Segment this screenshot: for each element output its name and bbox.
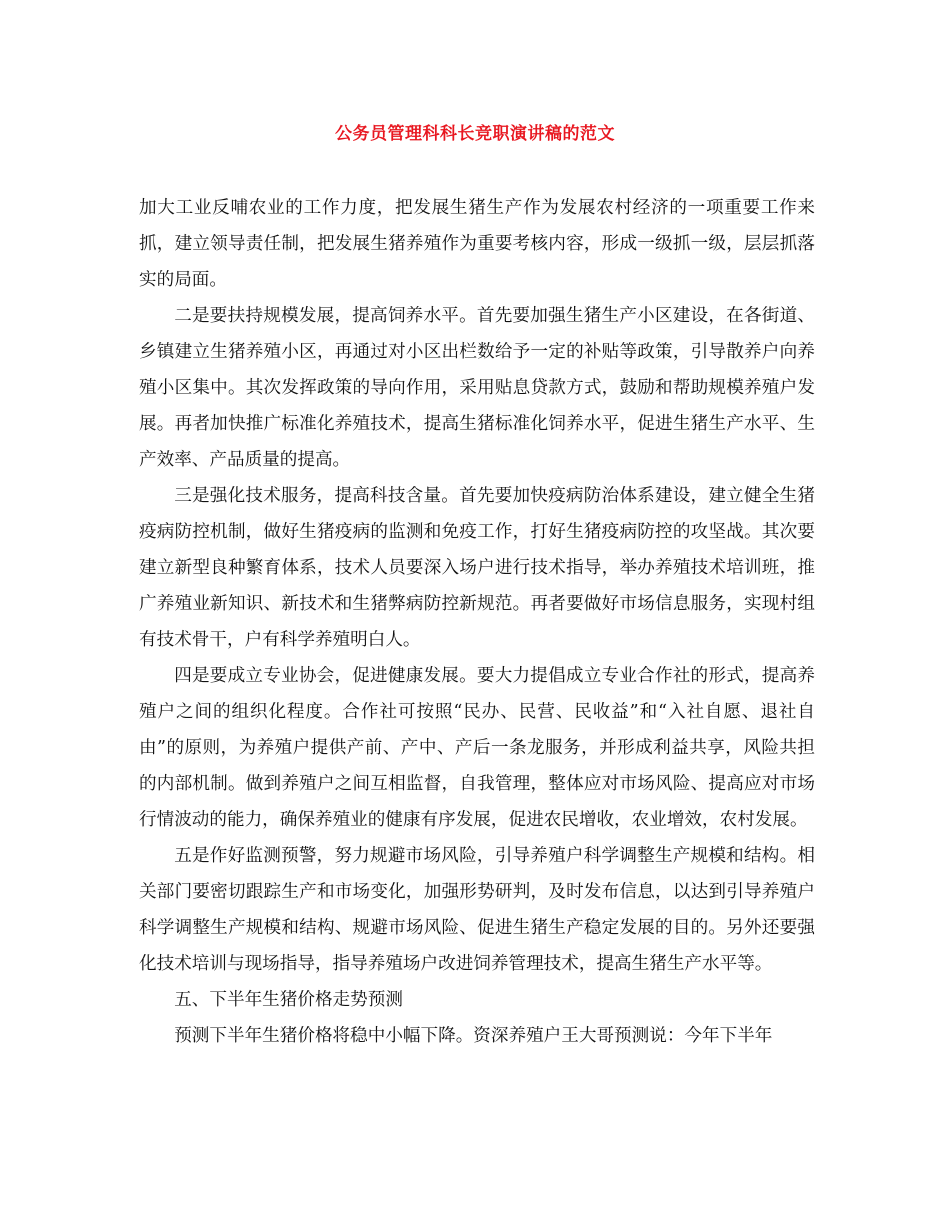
paragraph-4: 四是要成立专业协会，促进健康发展。要大力提倡成立专业合作社的形式，提高养殖户之间的组织化程度。合作社可按照“民办、民营、民收益”和“入社自愿、退社自由”的原则，为养殖户提供产前、产中、产后一条龙服务，并形成利益共享，风险共担的内部机制。做到养殖户之间互相监督，自我管理，整体应对市场风险、提高应对市场行情波动的能力，确保养殖业的健康有序发展，促进农民增收，农业增效，农村发展。	[139, 666, 815, 830]
section-heading: 五、下半年生猪价格走势预测	[174, 990, 403, 1010]
paragraph-3: 三是强化技术服务，提高科技含量。首先要加快疫病防治体系建设，建立健全生猪疫病防控机制，做好生猪疫病的监测和免疫工作，打好生猪疫病防控的攻坚战。其次要建立新型良种繁育体系，技术人员要深入场户进行技术指导，举办养殖技术培训班，推广养殖业新知识、新技术和生猪弊病防控新规范。再者要做好市场信息服务，实现村组有技术骨干，户有科学养殖明白人。	[139, 486, 815, 650]
paragraph-5: 五是作好监测预警，努力规避市场风险，引导养殖户科学调整生产规模和结构。相关部门要密切跟踪生产和市场变化，加强形势研判，及时发布信息，以达到引导养殖户科学调整生产规模和结构、规避市场风险、促进生猪生产稳定发展的目的。另外还要强化技术培训与现场指导，指导养殖场户改进饲养管理技术，提高生猪生产水平等。	[139, 846, 815, 974]
paragraph-2: 二是要扶持规模发展，提高饲养水平。首先要加强生猪生产小区建设，在各街道、乡镇建立生猪养殖小区，再通过对小区出栏数给予一定的补贴等政策，引导散养户向养殖小区集中。其次发挥政策的导向作用，采用贴息贷款方式，鼓励和帮助规模养殖户发展。再者加快推广标准化养殖技术，提高生猪标准化饲养水平，促进生猪生产水平、生产效率、产品质量的提高。	[139, 306, 815, 470]
paragraph-1: 加大工业反哺农业的工作力度，把发展生猪生产作为发展农村经济的一项重要工作来抓，建立领导责任制，把发展生猪养殖作为重要考核内容，形成一级抓一级，层层抓落实的局面。	[139, 198, 815, 290]
paragraph-6: 预测下半年生猪价格将稳中小幅下降。资深养殖户王大哥预测说：今年下半年	[174, 1026, 773, 1046]
document-title: 公务员管理科科长竞职演讲稿的范文	[335, 124, 615, 144]
document-body	[139, 190, 815, 1054]
